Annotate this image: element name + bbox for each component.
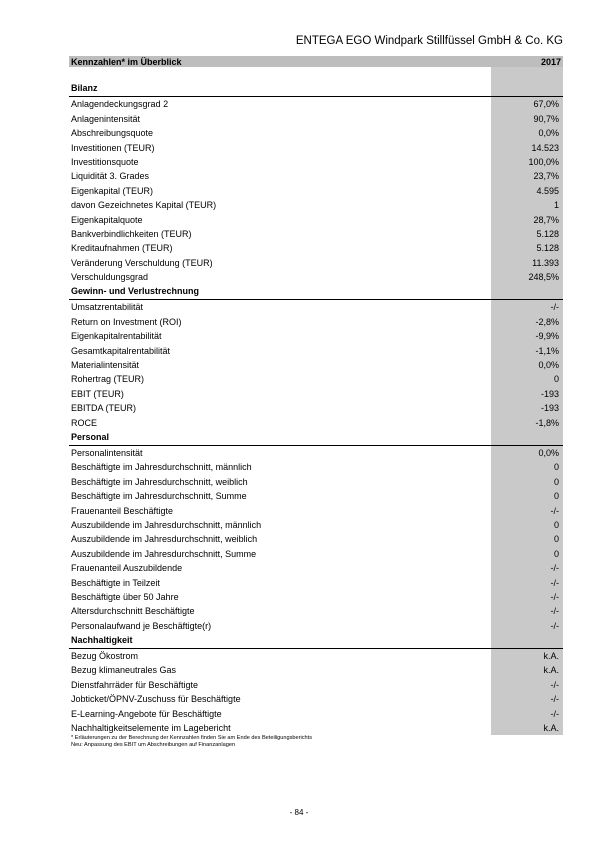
row-value: -1,1% [491, 344, 563, 358]
row-label: Frauenanteil Auszubildende [71, 563, 183, 574]
row-value: 14.523 [491, 141, 563, 155]
section-title: Bilanz [71, 83, 98, 94]
row-label: Verschuldungsgrad [71, 272, 149, 283]
table-row [69, 256, 563, 270]
row-value: 5.128 [491, 227, 563, 241]
table-row [69, 604, 563, 618]
row-label: Rohertrag (TEUR) [71, 374, 145, 385]
section-header [69, 430, 563, 446]
table-row [69, 663, 563, 677]
row-label: E-Learning-Angebote für Beschäftigte [71, 708, 222, 719]
row-value: -/- [491, 604, 563, 618]
table-row [69, 141, 563, 155]
row-label: Anlagendeckungsgrad 2 [71, 99, 169, 110]
row-label: Auszubildende im Jahresdurchschnitt, Summe [71, 548, 257, 559]
row-value: 28,7% [491, 213, 563, 227]
table-row [69, 358, 563, 372]
table-header [69, 56, 563, 67]
section-title: Gewinn- und Verlustrechnung [71, 286, 200, 297]
row-label: Dienstfahrräder für Beschäftigte [71, 679, 199, 690]
table-row [69, 692, 563, 706]
row-label: Auszubildende im Jahresdurchschnitt, männlich [71, 519, 262, 530]
row-label: Personalintensität [71, 447, 143, 458]
row-value: 1 [491, 198, 563, 212]
table-row [69, 372, 563, 386]
row-label: Frauenanteil Beschäftigte [71, 505, 174, 516]
table-row [69, 344, 563, 358]
row-value: -/- [491, 619, 563, 633]
row-value: 0 [491, 460, 563, 474]
table-row [69, 590, 563, 604]
table-row [69, 126, 563, 140]
row-label: Beschäftigte im Jahresdurchschnitt, Summe [71, 491, 247, 502]
row-label: Auszubildende im Jahresdurchschnitt, weiblich [71, 534, 258, 545]
company-name: ENTEGA EGO Windpark Stillfüssel GmbH & Co. KG [295, 35, 563, 47]
table-row [69, 155, 563, 169]
table-row [69, 576, 563, 590]
row-label: Eigenkapitalquote [71, 214, 143, 225]
row-value: 248,5% [491, 270, 563, 284]
row-value: 0 [491, 475, 563, 489]
row-value: 5.128 [491, 241, 563, 255]
table-row [69, 169, 563, 183]
section-header [69, 81, 563, 97]
row-value: 4.595 [491, 184, 563, 198]
row-value: 90,7% [491, 112, 563, 126]
table-row [69, 489, 563, 503]
section-title: Personal [71, 431, 110, 442]
table-row [69, 619, 563, 633]
row-label: Bezug klimaneutrales Gas [71, 665, 177, 676]
table-row [69, 184, 563, 198]
row-value: -/- [491, 590, 563, 604]
row-label: Eigenkapital (TEUR) [71, 185, 154, 196]
year-label: 2017 [540, 56, 561, 67]
table-row [69, 532, 563, 546]
row-value: 67,0% [491, 97, 563, 111]
table-row [69, 270, 563, 284]
table-row [69, 721, 563, 735]
row-label: Bezug Ökostrom [71, 651, 139, 662]
table-row [69, 227, 563, 241]
row-label: Materialintensität [71, 360, 140, 371]
table-row [69, 198, 563, 212]
table-row [69, 504, 563, 518]
row-value: 0,0% [491, 446, 563, 460]
row-label: Beschäftigte im Jahresdurchschnitt, männlich [71, 462, 252, 473]
row-label: Beschäftigte über 50 Jahre [71, 591, 179, 602]
row-value: 0,0% [491, 126, 563, 140]
row-value: 0 [491, 547, 563, 561]
row-value: k.A. [491, 663, 563, 677]
row-value: 100,0% [491, 155, 563, 169]
row-value: -9,9% [491, 329, 563, 343]
row-value: 11.393 [491, 256, 563, 270]
row-label: Veränderung Verschuldung (TEUR) [71, 257, 213, 268]
row-value: -/- [491, 692, 563, 706]
row-label: Umsatzrentabilität [71, 302, 144, 313]
row-label: Return on Investment (ROI) [71, 316, 182, 327]
row-value: -/- [491, 707, 563, 721]
row-value: 0 [491, 489, 563, 503]
row-label: Bankverbindlichkeiten (TEUR) [71, 228, 192, 239]
row-label: Liquidität 3. Grades [71, 171, 150, 182]
row-label: Beschäftigte in Teilzeit [71, 577, 160, 588]
row-value: -/- [491, 561, 563, 575]
row-value: -2,8% [491, 315, 563, 329]
row-label: ROCE [71, 417, 98, 428]
page-number: - 84 - [289, 808, 309, 817]
table-row [69, 387, 563, 401]
table-row [69, 112, 563, 126]
table-row [69, 446, 563, 460]
table-row [69, 547, 563, 561]
row-label: Altersdurchschnitt Beschäftigte [71, 606, 195, 617]
sections-container [69, 81, 563, 735]
table-row [69, 315, 563, 329]
footnote: Neu: Anpassung des EBIT um Abschreibungen auf Finanzanlagen [71, 742, 236, 749]
row-value: -/- [491, 300, 563, 314]
table-row [69, 649, 563, 663]
section-title: Nachhaltigkeit [71, 635, 133, 646]
row-label: Nachhaltigkeitselemente im Lagebericht [71, 723, 231, 734]
row-label: Investitionsquote [71, 156, 139, 167]
row-value: -193 [491, 401, 563, 415]
section-header [69, 284, 563, 300]
table-row [69, 241, 563, 255]
row-label: Personalaufwand je Beschäftigte(r) [71, 620, 212, 631]
row-value: 0 [491, 518, 563, 532]
row-value: 23,7% [491, 169, 563, 183]
kennzahlen-table [69, 56, 563, 749]
row-label: Anlagenintensität [71, 113, 141, 124]
table-row [69, 401, 563, 415]
row-value: -/- [491, 504, 563, 518]
row-label: davon Gezeichnetes Kapital (TEUR) [71, 200, 217, 211]
row-value: -193 [491, 387, 563, 401]
table-row [69, 300, 563, 314]
row-value: k.A. [491, 649, 563, 663]
row-value: -1,8% [491, 416, 563, 430]
row-label: Eigenkapitalrentabilität [71, 331, 162, 342]
row-value: 0 [491, 532, 563, 546]
row-value: k.A. [491, 721, 563, 735]
table-title: Kennzahlen* im Überblick [71, 56, 182, 67]
table-row [69, 97, 563, 111]
footnotes [69, 735, 563, 749]
row-label: Abschreibungsquote [71, 128, 154, 139]
section-header [69, 633, 563, 649]
table-row [69, 460, 563, 474]
row-value: -/- [491, 678, 563, 692]
row-label: Investitionen (TEUR) [71, 142, 155, 153]
header-spacer [69, 67, 563, 81]
table-row [69, 329, 563, 343]
table-row [69, 518, 563, 532]
row-label: EBIT (TEUR) [71, 388, 124, 399]
row-label: EBITDA (TEUR) [71, 403, 137, 414]
row-label: Kreditaufnahmen (TEUR) [71, 243, 173, 254]
table-row [69, 678, 563, 692]
row-label: Beschäftigte im Jahresdurchschnitt, weiblich [71, 476, 248, 487]
table-row [69, 707, 563, 721]
table-row [69, 475, 563, 489]
row-label: Gesamtkapitalrentabilität [71, 345, 171, 356]
row-value: 0 [491, 372, 563, 386]
row-label: Jobticket/ÖPNV-Zuschuss für Beschäftigte [71, 694, 241, 705]
table-row [69, 416, 563, 430]
table-row [69, 561, 563, 575]
row-value: 0,0% [491, 358, 563, 372]
table-row [69, 213, 563, 227]
row-value: -/- [491, 576, 563, 590]
footnote: * Erläuterungen zu der Berechnung der Kennzahlen finden Sie am Ende des Beteiligungsberichts [71, 735, 313, 742]
